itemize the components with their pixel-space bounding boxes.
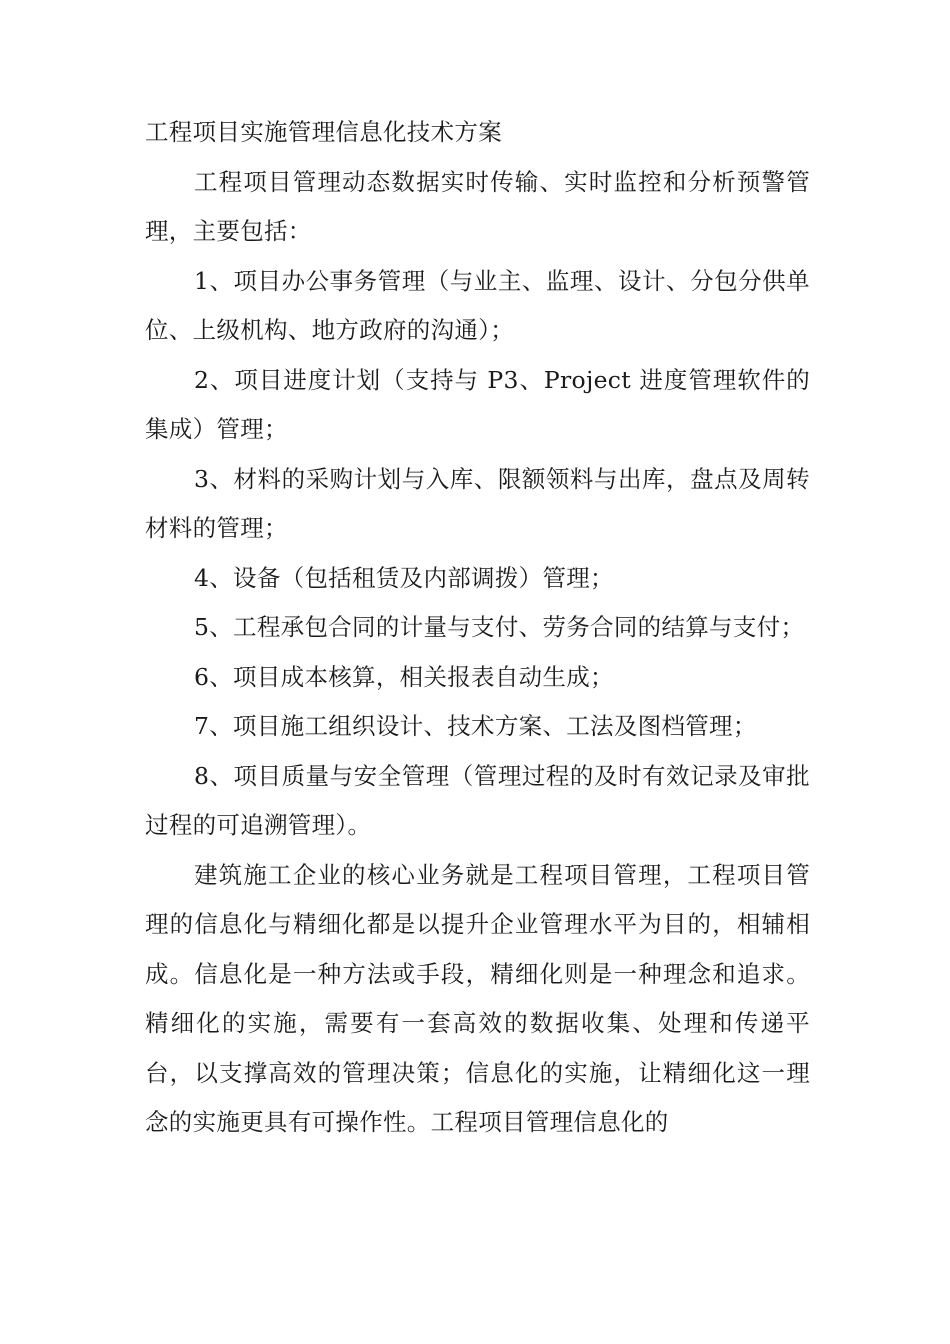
list-item-8: 8、项目质量与安全管理（管理过程的及时有效记录及审批过程的可追溯管理）。 bbox=[145, 761, 810, 839]
body-paragraph: 建筑施工企业的核心业务就是工程项目管理，工程项目管理的信息化与精细化都是以提升企业管理水平为目的，相辅相成。信息化是一种方法或手段，精细化则是一种理念和追求。精细化的实施，需要有一套高效的数据收集、处理和传递平台，以支撑高效的管理决策；信息化的实施，让精细化这一理念的实施更具有可操作性。工程项目管理信息化的 bbox=[145, 860, 810, 1136]
list-item-6: 6、项目成本核算，相关报表自动生成； bbox=[194, 662, 614, 691]
list-item-1: 1、项目办公事务管理（与业主、监理、设计、分包分供单位、上级机构、地方政府的沟通）； bbox=[145, 266, 810, 344]
document-title: 工程项目实施管理信息化技术方案 bbox=[145, 118, 502, 146]
list-item-2: 2、项目进度计划（支持与 P3、Project 进度管理软件的集成）管理； bbox=[145, 365, 810, 443]
list-item-3: 3、材料的采购计划与入库、限额领料与出库，盘点及周转材料的管理； bbox=[145, 464, 810, 542]
list-item-5: 5、工程承包合同的计量与支付、劳务合同的结算与支付； bbox=[194, 613, 805, 641]
list-item-7: 7、项目施工组织设计、技术方案、工法及图档管理； bbox=[194, 712, 757, 740]
intro-paragraph: 工程项目管理动态数据实时传输、实时监控和分析预警管理，主要包括： bbox=[145, 167, 810, 245]
document-body bbox=[145, 108, 810, 1148]
list-item-4: 4、设备（包括租赁及内部调拨）管理； bbox=[194, 563, 614, 592]
